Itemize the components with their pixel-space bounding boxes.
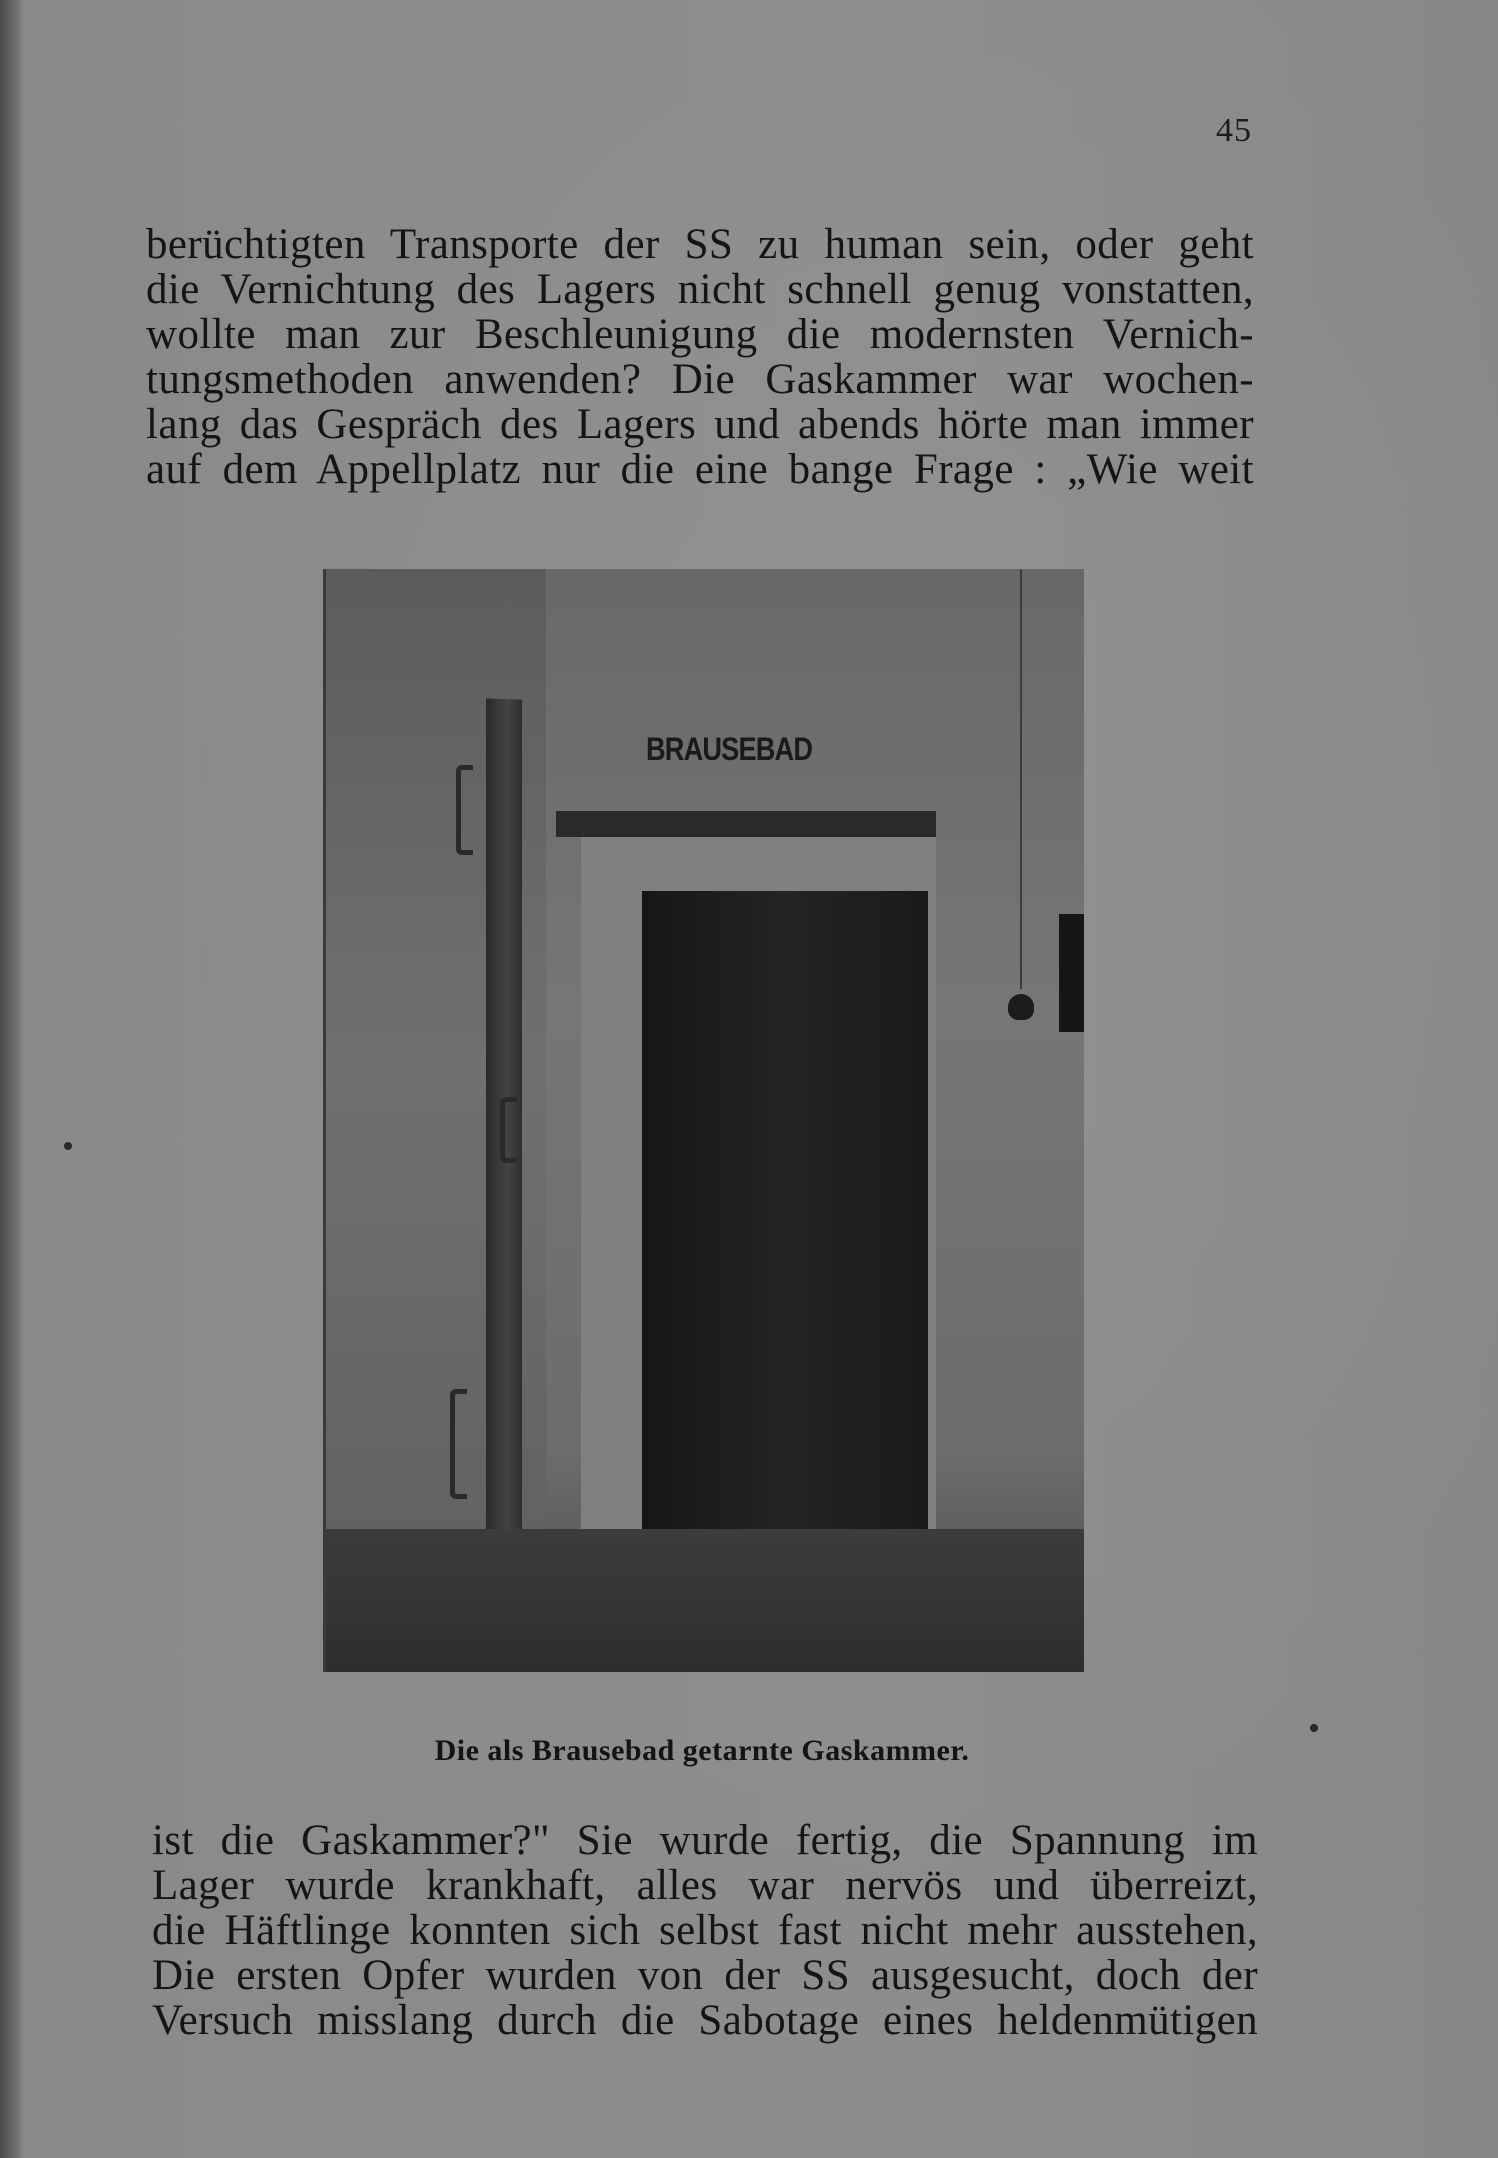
photo-door-lintel (556, 811, 936, 837)
text-line: tungsmethoden anwenden? Die Gaskammer war wochen- (146, 356, 1254, 403)
top-paragraph (146, 222, 1254, 492)
photo-wire (1020, 569, 1022, 989)
gas-chamber-photo (323, 569, 1084, 1672)
text-line: die Vernichtung des Lagers nicht schnell genug vonstatten, (146, 266, 1254, 313)
page-number: 45 (1216, 112, 1252, 149)
door-handle-icon (450, 1389, 467, 1499)
text-line: lang das Gespräch des Lagers und abends hörte man immer (146, 401, 1254, 448)
door-handle-icon (456, 765, 473, 855)
door-handle-icon (500, 1097, 517, 1163)
photo-lamp (1008, 994, 1034, 1020)
photo-switch-box (1059, 914, 1084, 1032)
text-line: Versuch misslang durch die Sabotage eines heldenmütigen (152, 1997, 1258, 2044)
photo-door-sign: BRAUSEBAD (646, 731, 813, 767)
photo-doorway (642, 891, 928, 1581)
text-line: Die ersten Opfer wurden von der SS ausgesucht, doch der (152, 1952, 1258, 1999)
text-line: auf dem Appellplatz nur die eine bange Frage : „Wie weit (146, 446, 1254, 493)
photo-caption: Die als Brausebad getarnte Gaskammer. (434, 1734, 970, 1767)
text-line: wollte man zur Beschleunigung die modernsten Vernich- (146, 311, 1254, 358)
binding-shadow (0, 0, 22, 2158)
text-line: ist die Gaskammer?" Sie wurde fertig, die Spannung im (152, 1817, 1258, 1864)
print-speck (64, 1142, 72, 1150)
text-line: Lager wurde krankhaft, alles war nervös und überreizt, (152, 1862, 1258, 1909)
text-line: die Häftlinge konnten sich selbst fast nicht mehr ausstehen, (152, 1907, 1258, 1954)
text-line: berüchtigten Transporte der SS zu human sein, oder geht (146, 221, 1254, 268)
bottom-paragraph (152, 1818, 1258, 2043)
print-speck (1310, 1724, 1318, 1732)
photo-floor (326, 1529, 1084, 1672)
